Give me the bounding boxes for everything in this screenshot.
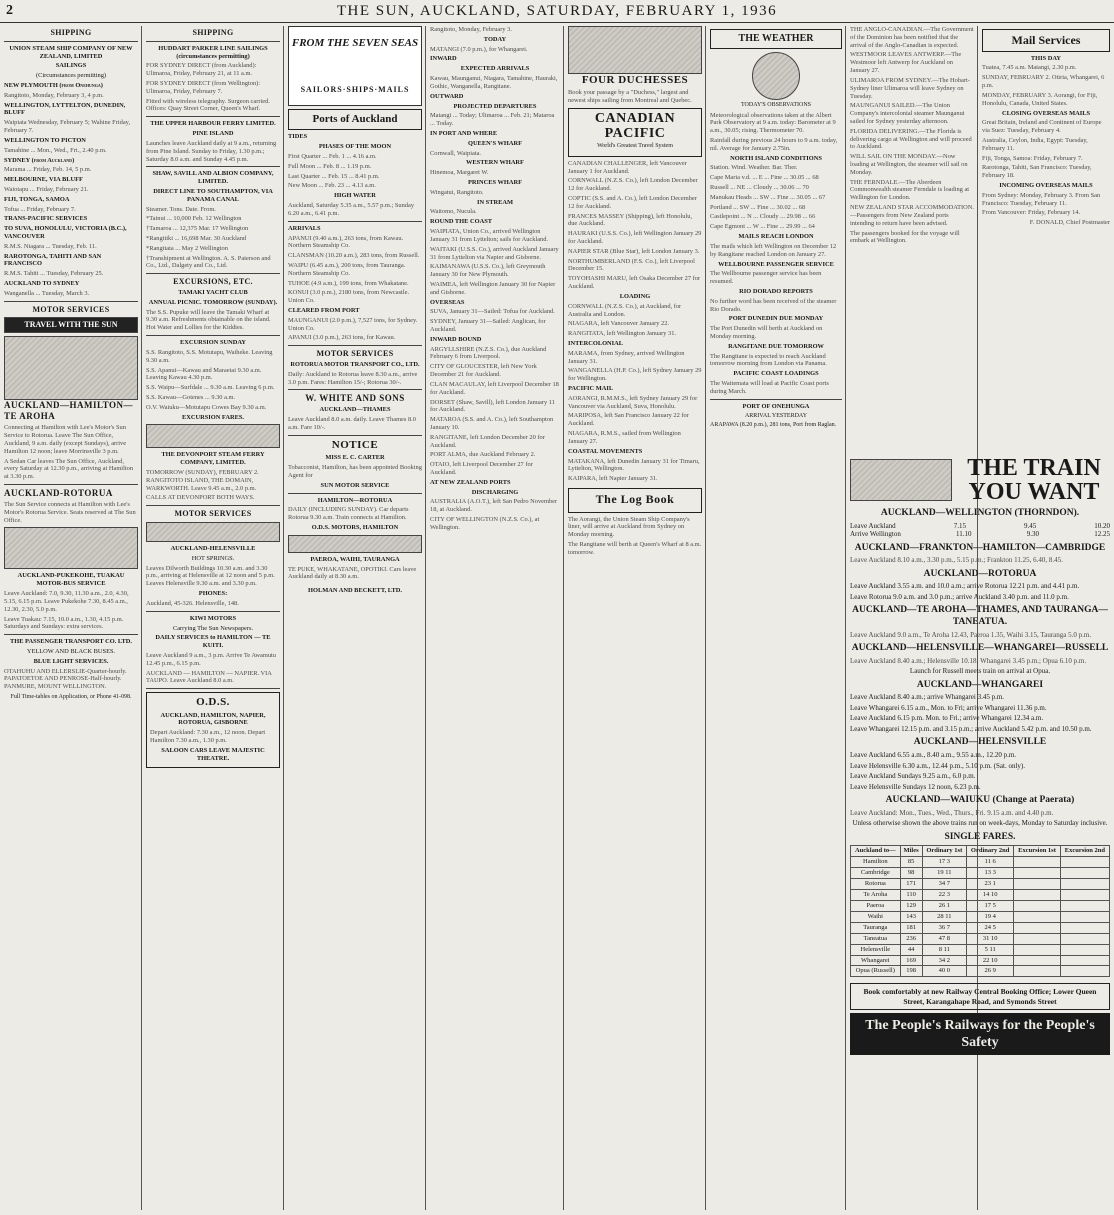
port-heading: PORT OF ONEHUNGA: [742, 402, 810, 410]
incoming-mails-heading: INCOMING OVERSEAS MAILS: [999, 182, 1093, 189]
signature: F. DONALD, Chief Postmaster: [1029, 219, 1110, 227]
canadian-pacific-ad: [568, 108, 702, 157]
phones-label: PHONES:: [198, 590, 228, 598]
fare-cell: Helensville: [851, 944, 901, 955]
booking-note: Book comfortably at new Railway Central Booking Office; Lower Queen Street, Karangahape Road, and Symonds Street: [850, 983, 1110, 1009]
projected-heading: PROJECTED DEPARTURES: [453, 102, 537, 110]
fare-cell: 44: [900, 944, 922, 955]
fare-cell: [1060, 868, 1109, 879]
fare-cell: Hamilton: [851, 857, 901, 868]
column-2: SHIPPING HUDDART PARKER LINE SAILINGS (circumstances permitting) FOR SYDNEY DIRECT (from Auckland): Ulimaroa, Friday, February 21, at 11 a.m. FOR SYDNEY DIRECT (from Wellington): Ulimaroa, Friday, February 7. Fitted with wireless telegraphy. Surgeon carried. Offices: Quay Street Corner, Queen's Wharf. THE UPPER HARBOUR FERRY LIMITED. PINE ISLAND Launches leave Auckland daily at 9 a.m., returning from Pine Island. Sunday to Friday, 1.30 p.m.; Saturday 8.0 a.m. and Sunday 4.45 p.m. SHAW, SAVILL AND ALBION COMPANY, LIMITED. DIRECT LINE TO SOUTHAMPTON, VIA PANAMA CANAL Steamer. Tons. Date. From. *Tainui ... 10,000 Feb. 12 Wellington †Tamaroa ... 12,375 Mar. 17 Wellington *Rangitiki ... 16,698 Mar. 30 Auckland *Rangitata ... May 2 Wellington †Transhipment at Wellington. A. S. Paterson and Co., Ltd., Dalgety and Co., Ltd. EXCURSIONS, ETC. TAMAKI YACHT CLUB ANNUAL PICNIC. TOMORROW (SUNDAY). The S.S. Pupuke will leave the Tamaki Wharf at 9.30 a.m. Refreshments obtainable on the island. Hot Water and Lollies for the Kiddies. EXCURSION SUNDAY S.S. Rangitoto, S.S. Motutapu, Waiheke. Leaving 9.30 a.m. S.S. Apanui—Kawau and Maraetai 9.30 a.m. Leaving Kawau 4.30 p.m. S.S. Waipu—Surfdale ... 9.30 a.m. Leaving 6 p.m. S.S. Kawau—Gotenes ... 9.30 a.m. O.V. Waiuku—Motutapu Cowes Bay 9.30 a.m. EXCURSION FARES. THE DEVONPORT STEAM FERRY COMPANY, LIMITED. TOMORROW (SUNDAY), FEBRUARY 2. RANGITOTO ISLAND, THE DOMAIN, WARKWORTH. Leave 9.45 a.m., 2.0 p.m. CALLS AT DEVONPORT BOTH WAYS. MOTOR SERVICES AUCKLAND-HELENSVILLE HOT SPRINGS. Leaves Dilworth Buildings 10.30 a.m. and 3.30 p.m., arriving at Helensville at 12 noon and 5 p.m. Leaves Helensville 9.30 a.m. and 3.30 p.m. PHONES: Auckland, 45-326. Helensville, 148. KIWI MOTORS Carrying The Sun Newspapers. DAILY SERVICES to HAMILTON — TE KUITI. Leave Auckland 9 a.m., 3 p.m. Arrive Te Awamutu 12.45 p.m., 6.15 p.m. AUCKLAND — HAMILTON — NAPIER. VIA TAUPO. Leave Auckland 8.0 a.m. O.D.S. AUCKLAND, HAMILTON, NAPIER, ROTORUA, GISBORNE Depart Auckland: 7.30 a.m., 12 noon. Depart Hamilton 7.30 a.m., 1.30 p.m. SALOON CARS LEAVE MAJESTIC THEATRE.: [146, 26, 280, 1210]
travel-with-sun-banner: TRAVEL WITH THE SUN: [4, 317, 138, 333]
motor-services-heading: MOTOR SERVICES: [316, 349, 394, 359]
sailing-route: WELLINGTON TO PICTON: [4, 136, 86, 144]
fare-cell: 36 7: [922, 922, 967, 933]
title-line: YOU WANT: [968, 479, 1100, 505]
train-header: [850, 456, 1110, 504]
column-header: Ordinary 2nd: [967, 846, 1014, 857]
column-header: Auckland to—: [851, 846, 901, 857]
train-times: Leave Auckland 6.15 p.m. Mon. to Fri.; arrive Whangarei 12.34 a.m.: [850, 714, 1044, 723]
masthead-title: THE SUN, AUCKLAND, SATURDAY, FEBRUARY 1, 1936: [336, 3, 778, 19]
fare-cell: 5 11: [967, 944, 1014, 955]
fare-cell: [1014, 868, 1060, 879]
fare-cell: 8 11: [922, 944, 967, 955]
fares-header-row: [851, 846, 1110, 857]
motor-services-heading: MOTOR SERVICES: [32, 304, 110, 314]
outward-heading: OUTWARD: [430, 92, 464, 100]
railway-slogan: The People's Railways for the People's Safety: [850, 1013, 1110, 1055]
service-name: SUN MOTOR SERVICE: [320, 481, 390, 489]
train-times: Leave Auckland 8.40 a.m.; arrive Whangarei 3.45 p.m.: [850, 693, 1005, 702]
company-name: HOLMAN AND BECKETT, LTD.: [308, 587, 402, 595]
excursions-heading: EXCURSIONS, ETC.: [173, 277, 253, 287]
sailing-route: RAROTONGA, TAHITI AND SAN FRANCISCO: [4, 252, 102, 268]
sailing-route: FIJI, TONGA, SAMOA: [4, 195, 70, 203]
fare-cell: 17 5: [967, 900, 1014, 911]
notice-name: MISS E. C. CARTER: [325, 454, 385, 462]
train-times: Leave Whangarei 12.15 p.m. and 3.15 p.m.; arrive Auckland 5.42 p.m. and 10.50 p.m.: [850, 724, 1092, 733]
barometer-illustration: [752, 52, 800, 100]
route-heading: AUCKLAND—HAMILTON—TE AROHA: [4, 400, 134, 422]
seven-seas-banner: [288, 26, 422, 106]
fare-cell: 198: [900, 966, 922, 977]
station: Leave Auckland: [850, 521, 896, 530]
column-3: FROM THE SEVEN SEAS SAILORS·SHIPS·MAILS Ports of Auckland TIDES PHASES OF THE MOON First Quarter ... Feb. 1 ... 4.16 a.m. Full Moon ... Feb. 8 ... 1.19 p.m. Last Quarter ... Feb. 15 ... 8.41 p.m. New Moon ... Feb. 23 ... 4.13 a.m. HIGH WATER Auckland, Saturday 5.35 a.m., 5.57 p.m.; Sunday 6.20 a.m., 6.41 p.m. ARRIVALS APANUI (9.40 a.m.), 263 tons, from Kawau. Northern Steamship Co. CLANSMAN (10.20 a.m.), 283 tons, from Russell. WAIPU (6.45 a.m.), 200 tons, from Tauranga. Northern Steamship Co. TUHOE (4.9 a.m.), 199 tons, from Whakatane. KONUI (3.0 p.m.), 2180 tons, from Newcastle. Union Co. CLEARED FROM PORT MAUNGANUI (2.0 p.m.), 7,527 tons, for Sydney. Union Co. APANUI (3.0 p.m.), 263 tons, for Kawau. MOTOR SERVICES ROTORUA MOTOR TRANSPORT CO., LTD. Daily: Auckland to Rotorua leave 8.30 a.m., arrive 3.0 p.m. Fares: Hamilton 15/-; Rotorua 30/-. W. WHITE AND SONS AUCKLAND—THAMES Leave Auckland 8.0 a.m. daily. Leave Thames 8.0 a.m. Fare 10/-. NOTICE MISS E. C. CARTER Tobacconist, Hamilton, has been appointed Booking Agent for SUN MOTOR SERVICE HAMILTON—ROTORUA DAILY (INCLUDING SUNDAY). Car departs Rotorua 9.30 a.m. Train connects at Hamilton. O.D.S. MOTORS, HAMILTON PAEROA, WAIHI, TAURANGA TE PUKE, WHAKATANE, OPOTIKI. Cars leave Auckland daily at 8.30 a.m. HOLMAN AND BECKETT, LTD.: [288, 26, 422, 1210]
fare-row: [851, 890, 1110, 901]
fare-row: [851, 879, 1110, 890]
time: 11.10: [956, 530, 972, 539]
fare-row: [851, 868, 1110, 879]
ods-advert: O.D.S. AUCKLAND, HAMILTON, NAPIER, ROTORUA, GISBORNE Depart Auckland: 7.30 a.m., 12 noon. Depart Hamilton 7.30 a.m., 1.30 p.m. SALOON CARS LEAVE MAJESTIC THEATRE.: [146, 692, 280, 768]
fare-cell: 98: [900, 868, 922, 879]
fare-cell: [1060, 922, 1109, 933]
news-heading: PORT DUNEDIN DUE MONDAY: [728, 315, 824, 323]
fare-cell: [1060, 911, 1109, 922]
notice-heading: NOTICE: [331, 438, 379, 451]
fare-cell: Tauranga: [851, 922, 901, 933]
news-heading: MAILS REACH LONDON: [738, 233, 814, 241]
timetable-row: [850, 522, 1110, 531]
fare-cell: 143: [900, 911, 922, 922]
fare-cell: Waihi: [851, 911, 901, 922]
time: 12.25: [1094, 530, 1110, 539]
train-times: Leave Auckland 6.55 a.m., 8.40 a.m., 9.55 a.m., 12.20 p.m.: [850, 751, 1017, 759]
train-times: Leave Whangarei 6.15 a.m., Mon. to Fri; arrive Whangarei 11.36 p.m.: [850, 703, 1047, 712]
arrival-heading: ARRIVAL YESTERDAY: [744, 412, 808, 419]
observations-heading: TODAY'S OBSERVATIONS: [740, 102, 811, 109]
train-times: Leave Auckland Sundays 9.25 a.m., 6.0 p.m.: [850, 772, 976, 781]
route-note: Unless otherwise shown the above trains run on week-days, Monday to Saturday inclusive.: [852, 819, 1108, 828]
column-rule: [845, 26, 846, 1210]
column-rule: [705, 26, 706, 1210]
route-heading: AUCKLAND—TE AROHA—THAMES, AND TAURANGA—TANEATUA.: [852, 605, 1108, 627]
column-header: Excursion 2nd: [1060, 846, 1109, 857]
sailing-route: WELLINGTON, LYTTELTON, DUNEDIN, BLUFF: [4, 101, 126, 117]
motor-car-illustration: [4, 336, 138, 400]
discharging-heading: DISCHARGING: [471, 488, 519, 496]
route-heading: AUCKLAND-PUKEKOHE, TUAKAU MOTOR-BUS SERVICE: [17, 572, 125, 588]
fare-cell: [1060, 933, 1109, 944]
club-name: TAMAKI YACHT CLUB: [178, 289, 248, 296]
company-name: THE PASSENGER TRANSPORT CO. LTD.: [9, 638, 133, 646]
fare-cell: [1014, 900, 1060, 911]
company-name: SHAW, SAVILL AND ALBION COMPANY, LIMITED.: [152, 170, 274, 186]
coastal-heading: COASTAL MOVEMENTS: [568, 447, 643, 455]
event: ANNUAL PICNIC. TOMORROW (SUNDAY).: [148, 298, 278, 306]
arrival-detail: ARAPAWA (8.20 p.m.), 281 tons, Port from Raglan.: [710, 421, 837, 428]
fare-cell: 14 10: [967, 890, 1014, 901]
column-rule: [425, 26, 426, 1210]
fares-heading: EXCURSION FARES.: [181, 413, 245, 421]
motor-services-heading: MOTOR SERVICES: [174, 509, 252, 519]
column-rule: [563, 26, 564, 1210]
sailing-route: AUCKLAND TO SYDNEY: [4, 280, 80, 288]
footer-note: Full Time-tables on Application, or Phone 41-098.: [10, 694, 132, 701]
arrivals-heading: ARRIVALS: [288, 224, 321, 232]
wharf-name: QUEEN'S WHARF: [467, 139, 523, 147]
fare-cell: [1014, 890, 1060, 901]
log-book-box: [568, 488, 702, 513]
event: EXCURSION SUNDAY: [180, 339, 246, 347]
sailing-route: TO SUVA, HONOLULU, VICTORIA (B.C.), VANCOUVER: [4, 225, 127, 240]
route-heading: AUCKLAND—ROTORUA: [923, 568, 1037, 579]
column-rule: [141, 26, 142, 1210]
weather-heading: THE WEATHER: [710, 29, 842, 49]
nz-ports-heading: AT NEW ZEALAND PORTS: [430, 478, 511, 486]
note: SALOON CARS LEAVE MAJESTIC THEATRE.: [161, 746, 265, 762]
company-sub: AUCKLAND, HAMILTON, NAPIER, ROTORUA, GISBORNE: [160, 711, 266, 727]
fare-cell: 22 3: [922, 890, 967, 901]
aa-emblem: [288, 535, 422, 553]
fare-cell: 19 11: [922, 868, 967, 879]
fare-cell: [1014, 955, 1060, 966]
column-5: FOUR DUCHESSES Book your passage by a "Duchess," largest and newest ships sailing from Montreal and Quebec. CANADIAN PACIFIC World's Greatest Travel System CANADIAN CHALLENGER, left Vancouver January 1 for Auckland. CORNWALL (N.Z.S. Co.), left London December 12 for Auckland. COPTIC (S.S. and A. Co.), left London December 12 for Auckland. FRANCES MASSEY (Shipping), left Honolulu, due Auckland. HAURAKI (U.S.S. Co.), left Wellington January 29 for Auckland. NAPIER STAR (Blue Star), left London January 3. NORTHUMBERLAND (F.S. Co.), left Liverpool December 15. TOYOHASHI MARU, left Osaka December 27 for Auckland. LOADING CORNWALL (N.Z.S. Co.), at Auckland, for Australia and London. NIAGARA, left Vancouver January 22. RANGITATA, left Wellington January 31. INTERCOLONIAL MARAMA, from Sydney, arrived Wellington January 31. WANGANELLA (H.P. Co.), left Sydney January 29 for Wellington. PACIFIC MAIL AORANGI, R.M.M.S., left Sydney January 29 for Vancouver via Auckland, Suva, Honolulu. MARIPOSA, left San Francisco January 22 for Auckland. NIAGARA, R.M.S., sailed from Wellington January 27. COASTAL MOVEMENTS MATAKANA, left Dunedin January 31 for Timaru, Lyttelton, Wellington. KAIPARA, left Napier January 31. The Log Book The Aorangi, the Union Steam Ship Company's liner, will arrive at Auckland from Sydney on Monday morning. The Rangitane will berth at Queen's Wharf at 8 a.m. tomorrow.: [568, 26, 702, 1210]
fare-cell: 19 4: [967, 911, 1014, 922]
fare-row: [851, 933, 1110, 944]
time: 9.45: [1023, 521, 1037, 530]
ad-title: CANADIAN PACIFIC: [594, 111, 676, 141]
fare-row: [851, 922, 1110, 933]
fare-cell: [1014, 944, 1060, 955]
fare-cell: 129: [900, 900, 922, 911]
route-heading: PAEROA, WAIHI, TAURANGA: [310, 555, 400, 563]
news-heading: RANGITANE DUE TOMORROW: [728, 342, 824, 350]
column-header: Excursion 1st: [1014, 846, 1060, 857]
flag-illustration: [146, 424, 280, 448]
time: 10.20: [1094, 521, 1110, 530]
company-name: THE UPPER HARBOUR FERRY LIMITED.: [150, 120, 276, 128]
route-heading: HAMILTON—ROTORUA: [317, 496, 393, 504]
fares-heading: SINGLE FARES.: [944, 831, 1016, 842]
fare-row: [851, 966, 1110, 977]
column-8: Mail Services THIS DAY Tuatea, 7.45 a.m. Matangi, 2.30 p.m. SUNDAY, FEBRUARY 2. Otiria, Whangarei, 6 p.m. MONDAY, FEBRUARY 3. Aorangi, for Fiji, Honolulu, Canada, United States. CLOSING OVERSEAS MAILS Great Britain, Ireland and Continent of Europe via Suez: Tuesday, February 4. Australia, Ceylon, India, Egypt: Tuesday, February 11. Fiji, Tonga, Samoa: Friday, February 7. Rarotonga, Tahiti, San Francisco: Tuesday, February 18. INCOMING OVERSEAS MAILS From Sydney: Monday, February 3. From San Francisco: Tuesday, February 11. From Vancouver: Friday, February 14. F. DONALD, Chief Postmaster: [982, 26, 1110, 456]
route-heading: AUCKLAND—WELLINGTON (THORNDON).: [880, 508, 1080, 518]
train-times: Leave Helensville 6.30 a.m., 12.44 p.m., 5.10 p.m. (Sat. only).: [850, 761, 1025, 770]
wharf-name: WESTERN WHARF: [466, 159, 524, 167]
fare-cell: 28 11: [922, 911, 967, 922]
fare-cell: 26 9: [967, 966, 1014, 977]
fare-cell: [1014, 922, 1060, 933]
title-line: THE TRAIN: [967, 456, 1101, 481]
train-times: Leave Helensville Sundays 12 noon, 6.23 p.m.: [850, 782, 981, 791]
fare-cell: 34 7: [922, 879, 967, 890]
fares-body: [851, 857, 1110, 977]
news-heading: WELLBOURNE PASSENGER SERVICE: [718, 260, 834, 268]
aa-emblem: [146, 522, 280, 542]
company-sub: YELLOW AND BLACK BUSES.: [26, 647, 116, 655]
company-name: THE DEVONPORT STEAM FERRY COMPANY, LIMITED.: [161, 451, 265, 467]
pacific-mail-heading: PACIFIC MAIL: [568, 385, 614, 393]
section-heading: SHIPPING: [50, 28, 92, 37]
fare-cell: 22 10: [967, 955, 1014, 966]
fare-cell: [1014, 879, 1060, 890]
route-heading: AUCKLAND—HELENSVILLE—WHANGAREI—RUSSELL: [851, 643, 1109, 654]
route-heading: DAILY SERVICES to HAMILTON — TE KUITI.: [155, 634, 271, 650]
fare-cell: 181: [900, 922, 922, 933]
company-name: UNION STEAM SHIP COMPANY OF NEW ZEALAND, LIMITED: [9, 44, 133, 60]
company-name: O.D.S.: [196, 696, 230, 709]
fare-cell: [1060, 966, 1109, 977]
column-header: Ordinary 1st: [922, 846, 967, 857]
company-sub: Carrying The Sun Newspapers.: [172, 624, 254, 632]
route-heading: AUCKLAND—WHANGAREI: [916, 679, 1044, 690]
overseas-heading: OVERSEAS: [430, 298, 465, 306]
sailing-route: SYDNEY (from Auckland): [4, 156, 75, 164]
wharf-name: PRINCES WHARF: [467, 179, 523, 186]
fare-cell: 40 0: [922, 966, 967, 977]
cleared-heading: CLEARED FROM PORT: [288, 307, 360, 315]
column-rule: [283, 26, 284, 1210]
fare-cell: 34 2: [922, 955, 967, 966]
inward-heading: INWARD: [430, 55, 457, 63]
destination: PINE ISLAND: [192, 130, 234, 138]
fare-cell: 169: [900, 955, 922, 966]
company-name: ROTORUA MOTOR TRANSPORT CO., LTD.: [290, 361, 420, 369]
sailing-route: NEW PLYMOUTH (from Onehunga): [4, 82, 103, 89]
route-heading: AUCKLAND—WAIUKU (Change at Paerata): [885, 795, 1075, 806]
time: 7.15: [953, 521, 966, 530]
moon-heading: PHASES OF THE MOON: [318, 143, 392, 151]
mail-services-heading: Mail Services: [982, 29, 1110, 52]
high-water-heading: HIGH WATER: [334, 192, 376, 200]
fare-cell: 11 6: [967, 857, 1014, 868]
fare-cell: 13 3: [967, 868, 1014, 879]
route-heading: AUCKLAND—FRANKTON—HAMILTON—CAMBRIDGE: [854, 542, 1106, 553]
fare-cell: 17 3: [922, 857, 967, 868]
route-heading: AUCKLAND-HELENSVILLE: [170, 545, 256, 552]
closing-mails-heading: CLOSING OVERSEAS MAILS: [1001, 109, 1091, 117]
fare-cell: Paeroa: [851, 900, 901, 911]
fare-cell: [1060, 879, 1109, 890]
fare-cell: Cambridge: [851, 868, 901, 879]
fare-row: [851, 955, 1110, 966]
inport-heading: IN PORT AND WHERE: [430, 129, 498, 137]
company-name: KIWI MOTORS: [189, 614, 237, 622]
fare-cell: 110: [900, 890, 922, 901]
time: 9.30: [1026, 530, 1040, 539]
company-name: O.D.S. MOTORS, HAMILTON: [311, 523, 399, 531]
train-timetable: THE TRAIN YOU WANT AUCKLAND—WELLINGTON (THORNDON). Leave Auckland 7.15 9.45 10.20 Arrive Wellington 11.10 9.30 12.25 AUCKLAND—FRANKTON—HAMILTON—CAMBRIDGE Leave Auckland 8.10 a.m., 3.30 p.m., 5.15 p.m.; Frankton 11.25, 6.40, 8.45. AUCKLAND—ROTORUA Leave Auckland 3.55 a.m. and 10.0 a.m.; arrive Rotorua 12.21 p.m. and 4.41 p.m. Leave Rotorua 9.0 a.m. and 3.0 p.m.; arrive Auckland 3.40 p.m. and 11.0 p.m. AUCKLAND—TE AROHA—THAMES, AND TAURANGA—TANEATUA. Leave Auckland 9.0 a.m., Te Aroha 12.43, Paeroa 1.35, Waihi 3.15, Tauranga 5.0 p.m. AUCKLAND—HELENSVILLE—WHANGAREI—RUSSELL Leave Auckland 8.40 a.m.; Helensville 10.18; Whangarei 3.45 p.m.; Opua 6.10 p.m. Launch for Russell meets train on arrival at Opua. AUCKLAND—WHANGAREI Leave Auckland 8.40 a.m.; arrive Whangarei 3.45 p.m. Leave Whangarei 6.15 a.m., Mon. to Fri; arrive Whangarei 11.36 p.m. Leave Auckland 6.15 p.m. Mon. to Fri.; arrive Whangarei 12.34 a.m. Leave Whangarei 12.15 p.m. and 3.15 p.m.; arrive Auckland 5.42 p.m. and 10.50 p.m. AUCKLAND—HELENSVILLE Leave Auckland 6.55 a.m., 8.40 a.m., 9.55 a.m., 12.20 p.m. Leave Helensville 6.30 a.m., 12.44 p.m., 5.10 p.m. (Sat. only). Leave Auckland Sundays 9.25 a.m., 6.0 p.m. Leave Helensville Sundays 12 noon, 6.23 p.m. AUCKLAND—WAIUKU (Change at Paerata) Leave Auckland: Mon., Tues., Wed., Thurs., Fri. 9.15 a.m. and 4.40 p.m. Unless otherwise shown the above trains run on week-days, Monday to Saturday inclusive. SINGLE FARES. Auckland to— Miles Ordinary 1st Ordinary 2nd Excursion 1st Excursion 2nd Hamilton 85 17 3 11 6 Cambridge 98 19 11 13 3 Rotorua 171 34 7 23 1 Te Aroha 110 22 3 14 10 Paeroa 129 26 1 17 5 Waihi 143 28 11 19 4 Tauranga 181 36 7 24 5 Taneatua 236 47 8 31 10 Helensville 44 8 11 5 11 Whangarei 169 34 2 22 10 Opua (Russell) 198 40 0 26 9 Book comfortably at new Railway Central Booking Office; Lower Queen Street, Karangahape Road, and Symonds Street The People's Railways for the People's Safety: [850, 456, 1110, 1210]
route-heading: AUCKLAND—HELENSVILLE: [913, 737, 1047, 748]
tides-heading: TIDES: [288, 133, 308, 141]
fare-row: [851, 911, 1110, 922]
column-6: THE WEATHER TODAY'S OBSERVATIONS Meteorological observations taken at the Albert Park Observatory at 9 a.m. today: Barometer at 9 a.m., 30.05; rising. Thermometer 70. Rainfall during previous 24 hours to 9 a.m. today, nil. Average for January 2.75in. NORTH ISLAND CONDITIONS Station. Wind. Weather. Bar. Ther. Cape Maria v.d. ... E ... Fine ... 30.05 ... 68 Russell ... NE ... Cloudy ... 30.06 ... 70 Manukau Heads ... SW ... Fine ... 30.05 ... 67 Portland ... SW ... Fine ... 30.02 ... 68 Castlepoint ... N ... Cloudy ... 29.98 ... 66 Cape Egmont ... W ... Fine ... 29.99 ... 64 MAILS REACH LONDON The mails which left Wellington on December 12 by Rangitane reached London on January 27. WELLBOURNE PASSENGER SERVICE The Wellbourne passenger service has been resumed. RIO DORADO REPORTS No further word has been received of the steamer Rio Dorado. PORT DUNEDIN DUE MONDAY The Port Dunedin will berth at Auckland on Monday morning. RANGITANE DUE TOMORROW The Rangitane is expected to reach Auckland tomorrow morning from London via Panama. PACIFIC COAST LOADINGS The Waitemata will load at Pacific Coast ports during March. PORT OF ONEHUNGA ARRIVAL YESTERDAY ARAPAWA (8.20 p.m.), 281 tons, Port from Raglan.: [710, 26, 842, 1210]
inward-bound-heading: INWARD BOUND: [430, 335, 482, 343]
page-number: 2: [6, 3, 13, 18]
banner-title: FROM THE SEVEN SEAS: [291, 37, 419, 49]
fare-cell: [1014, 857, 1060, 868]
fare-cell: 23 1: [967, 879, 1014, 890]
conditions-heading: NORTH ISLAND CONDITIONS: [730, 154, 822, 162]
train-illustration: [850, 459, 952, 501]
fare-cell: [1014, 911, 1060, 922]
train-times: Leave Auckland 3.55 a.m. and 10.0 a.m.; arrive Rotorua 12.21 p.m. and 4.41 p.m.: [850, 582, 1080, 591]
ship-illustration: [568, 26, 702, 74]
company-name: W. WHITE AND SONS: [305, 393, 405, 404]
sailing-route: MELBOURNE, VIA BLUFF: [4, 176, 83, 184]
news-heading: PACIFIC COAST LOADINGS: [733, 370, 819, 378]
fare-row: [851, 900, 1110, 911]
fare-cell: 171: [900, 879, 922, 890]
ad-subtitle: World's Greatest Travel System: [597, 143, 673, 150]
sailings-sub: (Circumstances permitting): [35, 72, 107, 80]
route-sub: HOT SPRINGS.: [191, 554, 235, 562]
fare-cell: Taneatua: [851, 933, 901, 944]
fare-row: [851, 857, 1110, 868]
fare-cell: [1014, 966, 1060, 977]
wharf-name: IN STREAM: [476, 198, 514, 206]
fare-row: [851, 944, 1110, 955]
fare-cell: 47 8: [922, 933, 967, 944]
banner-subtitle: SAILORS·SHIPS·MAILS: [300, 85, 410, 95]
masthead: [0, 0, 1114, 23]
fare-cell: [1014, 933, 1060, 944]
expected-heading: EXPECTED ARRIVALS: [460, 65, 530, 73]
sailings-heading: SAILINGS: [55, 62, 87, 70]
fare-cell: 24 5: [967, 922, 1014, 933]
train-title: [958, 456, 1110, 504]
intercolonial-heading: INTERCOLONIAL: [568, 339, 624, 347]
ports-heading: Ports of Auckland: [288, 109, 422, 130]
fare-cell: Whangarei: [851, 955, 901, 966]
column-7: THE ANGLO-CANADIAN.—The Government of the Dominion has been notified that the arrival of the Anglo-Canadian is expected. WESTMOOR LEAVES ANTWERP.—The Westmoor left Antwerp for Auckland on January 27. ULIMAROA FROM SYDNEY.—The Hobart-Sydney liner Ulimaroa will leave Sydney on Tuesday. MAUNGANUI SAILED.—The Union Company's intercolonial steamer Maunganui sailed for Sydney yesterday afternoon. FLORIDA DELIVERING.—The Florida is delivering cargo at Wellington and will proceed to Auckland. WILL SAIL ON THE MONDAY.—Now loading at Wellington, the steamer will sail on Monday. THE FERNDALE.—The Aberdeen Commonwealth steamer Ferndale is loading at Wellington for London. NEW ZEALAND STAR ACCOMMODATION.—Passengers from New Zealand ports intending to return have been advised. The passengers booked for the voyage will embark at Wellington.: [850, 26, 974, 245]
fare-cell: [1060, 857, 1109, 868]
column-1: SHIPPING UNION STEAM SHIP COMPANY OF NEW ZEALAND, LIMITED SAILINGS (Circumstances permitting) NEW PLYMOUTH (from Onehunga) Rangitoto, Monday, February 3, 4 p.m. WELLINGTON, LYTTELTON, DUNEDIN, BLUFF Waipiata Wednesday, February 5; Wahine Friday, February 7. WELLINGTON TO PICTON Tamahine ... Mon., Wed., Fri., 2.40 p.m. SYDNEY (from Auckland) Marama ... Friday, Feb. 14, 5 p.m. MELBOURNE, VIA BLUFF Waiotapu ... Friday, February 21. FIJI, TONGA, SAMOA Tofua ... Friday, February 7. TRANS-PACIFIC SERVICES TO SUVA, HONOLULU, VICTORIA (B.C.), VANCOUVER R.M.S. Niagara ... Tuesday, Feb. 11. RAROTONGA, TAHITI AND SAN FRANCISCO R.M.S. Tahiti ... Tuesday, February 25. AUCKLAND TO SYDNEY Wanganella ... Tuesday, March 3. MOTOR SERVICES TRAVEL WITH THE SUN AUCKLAND—HAMILTON—TE AROHA Connecting at Hamilton with Lee's Motor's Sun Service to Rotorua. Leave The Sun Office, Auckland, 9 a.m. daily (except Sundays), arrive Hamilton 12 noon; leave Morrinsville 3 p.m. A Sedan Car leaves The Sun Office, Auckland, every Saturday at 12.30 p.m., arriving at Hamilton at 3.30 p.m. AUCKLAND-ROTORUA The Sun Service connects at Hamilton with Lee's Motor's Rotorua Service. Seats reserved at The Sun Office. AUCKLAND-PUKEKOHE, TUAKAU MOTOR-BUS SERVICE Leave Auckland: 7.0, 9.30, 11.30 a.m., 2.0, 4.30, 5.15, 6.15 p.m. Leave Pukekohe 7.30, 8.45 a.m., 12.30, 2.30, 5.0 p.m. Leave Tuakau: 7.15, 10.0 a.m., 1.30, 4.15 p.m. Saturdays and Sundays: extra services. THE PASSENGER TRANSPORT CO. LTD. YELLOW AND BLACK BUSES. BLUE LIGHT SERVICES. OTAHUHU AND ELLERSLIE-Quarter-hourly. PAPATOETOE AND PENROSE-Half-hourly. PANMURE, MOUNT WELLINGTON. Full Time-tables on Application, or Phone 41-098.: [4, 26, 138, 1210]
fare-cell: [1060, 944, 1109, 955]
service-name: BLUE LIGHT SERVICES.: [33, 657, 109, 665]
fare-cell: Te Aroha: [851, 890, 901, 901]
route-note: Launch for Russell meets train on arrival at Opua.: [909, 667, 1051, 676]
fare-cell: [1060, 890, 1109, 901]
section-title: The Log Book: [595, 491, 675, 506]
fares-table: [850, 845, 1110, 977]
fare-cell: Rotorua: [851, 879, 901, 890]
fare-cell: 26 1: [922, 900, 967, 911]
round-coast-heading: ROUND THE COAST: [430, 218, 493, 226]
fare-cell: [1060, 955, 1109, 966]
sailing-route: TRANS-PACIFIC SERVICES: [4, 215, 88, 223]
sailing-list: NEW PLYMOUTH (from Onehunga) Rangitoto, Monday, February 3, 4 p.m. WELLINGTON, LYTTELTON, DUNEDIN, BLUFF Waipiata Wednesday, February 5; Wahine Friday, February 7. WELLINGTON TO PICTON Tamahine ... Mon., Wed., Fri., 2.40 p.m. SYDNEY (from Auckland) Marama ... Friday, Feb. 14, 5 p.m. MELBOURNE, VIA BLUFF Waiotapu ... Friday, February 21. FIJI, TONGA, SAMOA Tofua ... Friday, February 7. TRANS-PACIFIC SERVICES TO SUVA, HONOLULU, VICTORIA (B.C.), VANCOUVER R.M.S. Niagara ... Tuesday, Feb. 11. RAROTONGA, TAHITI AND SAN FRANCISCO R.M.S. Tahiti ... Tuesday, February 25. AUCKLAND TO SYDNEY Wanganella ... Tuesday, March 3.: [4, 82, 138, 298]
column-header: Miles: [900, 846, 922, 857]
section-heading: SHIPPING: [192, 28, 234, 37]
news-heading: RIO DORADO REPORTS: [739, 287, 813, 295]
fare-cell: 236: [900, 933, 922, 944]
today-heading: TODAY: [483, 35, 507, 43]
loading-heading: LOADING: [619, 292, 651, 300]
company-name: HUDDART PARKER LINE SAILINGS (circumstances permitting): [158, 44, 268, 60]
column-4: Rangitoto, Monday, February 3. TODAY MATANGI (7.0 p.m.), for Whangarei. INWARD EXPECTED ARRIVALS Kawau, Maunganui, Niagara, Tamahine, Hauraki, Gothic, Wanganella, Rangitane. OUTWARD PROJECTED DEPARTURES Matangi ... Today; Ulimaroa ... Feb. 21; Mataroa ... Today. IN PORT AND WHERE QUEEN'S WHARF Cornwall, Waipiata. WESTERN WHARF Hinemoa, Margaret W. PRINCES WHARF Wingatui, Rangitoto. IN STREAM Waitomo, Nucula. ROUND THE COAST WAIPIATA, Union Co., arrived Wellington January 31 from Lyttelton; sails for Auckland. WAITAKI (U.S.S. Co.), arrived Auckland January 31 from Lyttelton via Napier and Gisborne. KAIMANAWA (U.S.S. Co.), left Greymouth January 30 for New Plymouth. WAIMEA, left Wellington January 30 for Napier and Gisborne. OVERSEAS SUVA, January 31—Sailed: Tofua for Auckland. SYDNEY, January 31—Sailed: Anglican, for Auckland. INWARD BOUND ARGYLLSHIRE (N.Z.S. Co.), due Auckland February 6 from Liverpool. CITY OF GLOUCESTER, left New York December 21 for Auckland. CLAN MACAULAY, left Liverpool December 18 for Auckland. DORSET (Shaw, Savill), left London January 11 for Auckland. MATAROA (S.S. and A. Co.), left Southampton January 10. RANGITANE, left London December 20 for Auckland. PORT ALMA, due Auckland February 2. OTAIO, left Liverpool December 27 for Auckland. AT NEW ZEALAND PORTS DISCHARGING AUSTRALIA (A.O.T.), left San Pedro November 18, at Auckland. CITY OF WELLINGTON (N.Z.S. Co.), at Wellington.: [430, 26, 559, 531]
train-times: Leave Rotorua 9.0 a.m. and 3.0 p.m.; arrive Auckland 3.40 p.m. and 11.0 p.m.: [850, 592, 1069, 601]
fare-cell: 31 10: [967, 933, 1014, 944]
timetable-row: [850, 530, 1110, 539]
route: DIRECT LINE TO SOUTHAMPTON, VIA PANAMA CANAL: [153, 187, 273, 203]
fare-cell: [1060, 900, 1109, 911]
ad-title: FOUR DUCHESSES: [581, 74, 689, 86]
station: Arrive Wellington: [850, 530, 901, 539]
route-heading: AUCKLAND-ROTORUA: [4, 488, 113, 499]
route: AUCKLAND—THAMES: [319, 406, 391, 414]
bus-illustration: [4, 527, 138, 569]
this-day-heading: THIS DAY: [1030, 54, 1062, 62]
fare-cell: Opua (Russell): [851, 966, 901, 977]
fare-cell: 85: [900, 857, 922, 868]
